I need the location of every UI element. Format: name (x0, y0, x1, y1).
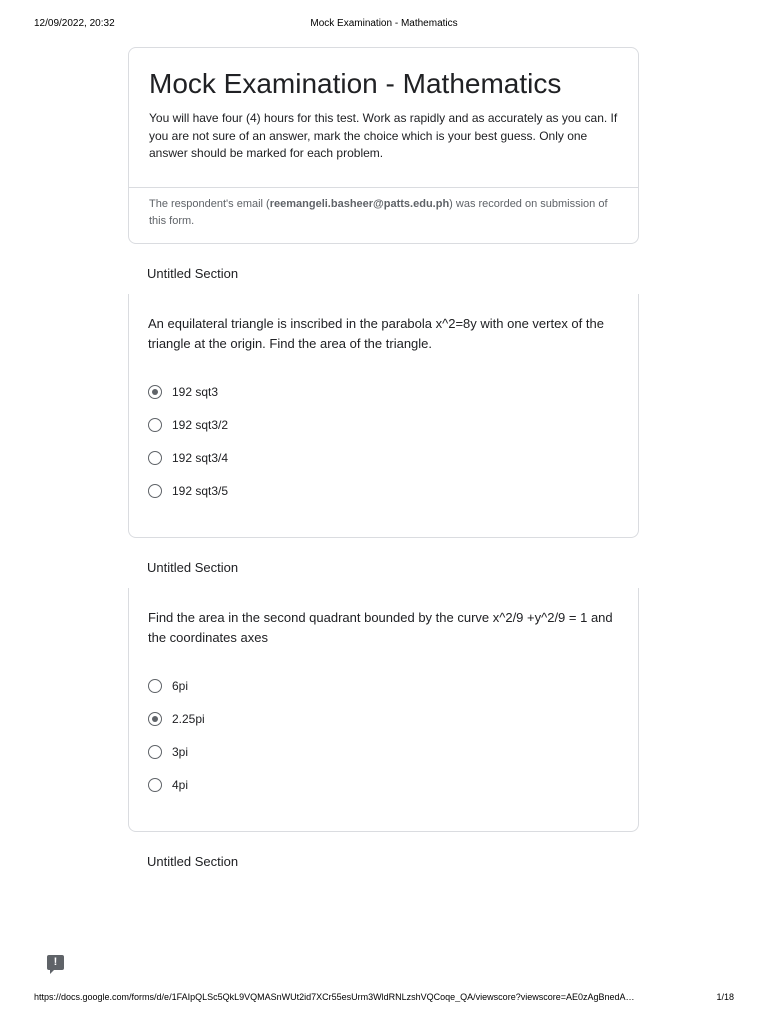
option-label: 192 sqt3/4 (172, 451, 229, 465)
answer-option[interactable] (148, 448, 228, 468)
question-card (128, 294, 639, 538)
question-text: Find the area in the second quadrant bounded by the curve x^2/9 +y^2/9 = 1 and the coordinates axes (148, 610, 613, 645)
email-recorded-note (149, 196, 625, 230)
print-page-title: Mock Examination - Mathematics (310, 18, 458, 29)
answer-option[interactable] (148, 676, 188, 696)
radio-button[interactable] (148, 418, 162, 432)
option-label: 2.25pi (172, 712, 205, 726)
email-note-prefix: The respondent's email ( (149, 198, 270, 210)
feedback-icon[interactable] (47, 955, 64, 970)
page-url: https://docs.google.com/forms/d/e/1FAIpQLSc5QkL9VQMASnWUt2id7XCr55esUrm3WldRNLzshVQCoqe_QA/viewscore?viewscore=AE0zAgBnedA… (34, 992, 635, 1002)
option-label: 192 sqt3/5 (172, 484, 229, 498)
page-number: 1/18 (716, 992, 734, 1002)
option-label: 6pi (172, 679, 189, 693)
answer-option[interactable] (148, 709, 205, 729)
respondent-email: reemangeli.basheer@patts.edu.ph (269, 198, 450, 210)
radio-button-checked[interactable] (148, 712, 162, 726)
option-label: 192 sqt3 (172, 385, 219, 399)
divider (129, 187, 638, 188)
form-description: You will have four (4) hours for this test. Work as rapidly and as accurately as you can. If you are not sure of an answer, mark the choice which is your best guess. Only one answer should be marked for each problem. (149, 111, 618, 160)
option-label: 192 sqt3/2 (172, 418, 229, 432)
section-title: Untitled Section (147, 854, 239, 869)
radio-button[interactable] (148, 679, 162, 693)
form-title: Mock Examination - Mathematics (149, 68, 562, 99)
print-datetime: 12/09/2022, 20:32 (34, 18, 115, 29)
section-title: Untitled Section (147, 560, 239, 575)
question-card (128, 588, 639, 832)
email-note-suffix: ) was recorded on submission of this form. (149, 198, 608, 227)
radio-button[interactable] (148, 745, 162, 759)
answer-option[interactable] (148, 481, 228, 501)
radio-button[interactable] (148, 484, 162, 498)
radio-button-checked[interactable] (148, 385, 162, 399)
option-label: 3pi (172, 745, 189, 759)
option-label: 4pi (172, 778, 189, 792)
answer-option[interactable] (148, 415, 228, 435)
answer-option[interactable] (148, 742, 188, 762)
radio-button[interactable] (148, 451, 162, 465)
print-footer (0, 992, 768, 1006)
question-text: An equilateral triangle is inscribed in the parabola x^2=8y with one vertex of the triangle at the origin. Find the area of the triangle. (148, 316, 604, 351)
print-header (0, 18, 768, 32)
answer-option[interactable] (148, 382, 218, 402)
form-header-card (128, 47, 639, 244)
radio-button[interactable] (148, 778, 162, 792)
answer-option[interactable] (148, 775, 188, 795)
section-title: Untitled Section (147, 266, 239, 281)
